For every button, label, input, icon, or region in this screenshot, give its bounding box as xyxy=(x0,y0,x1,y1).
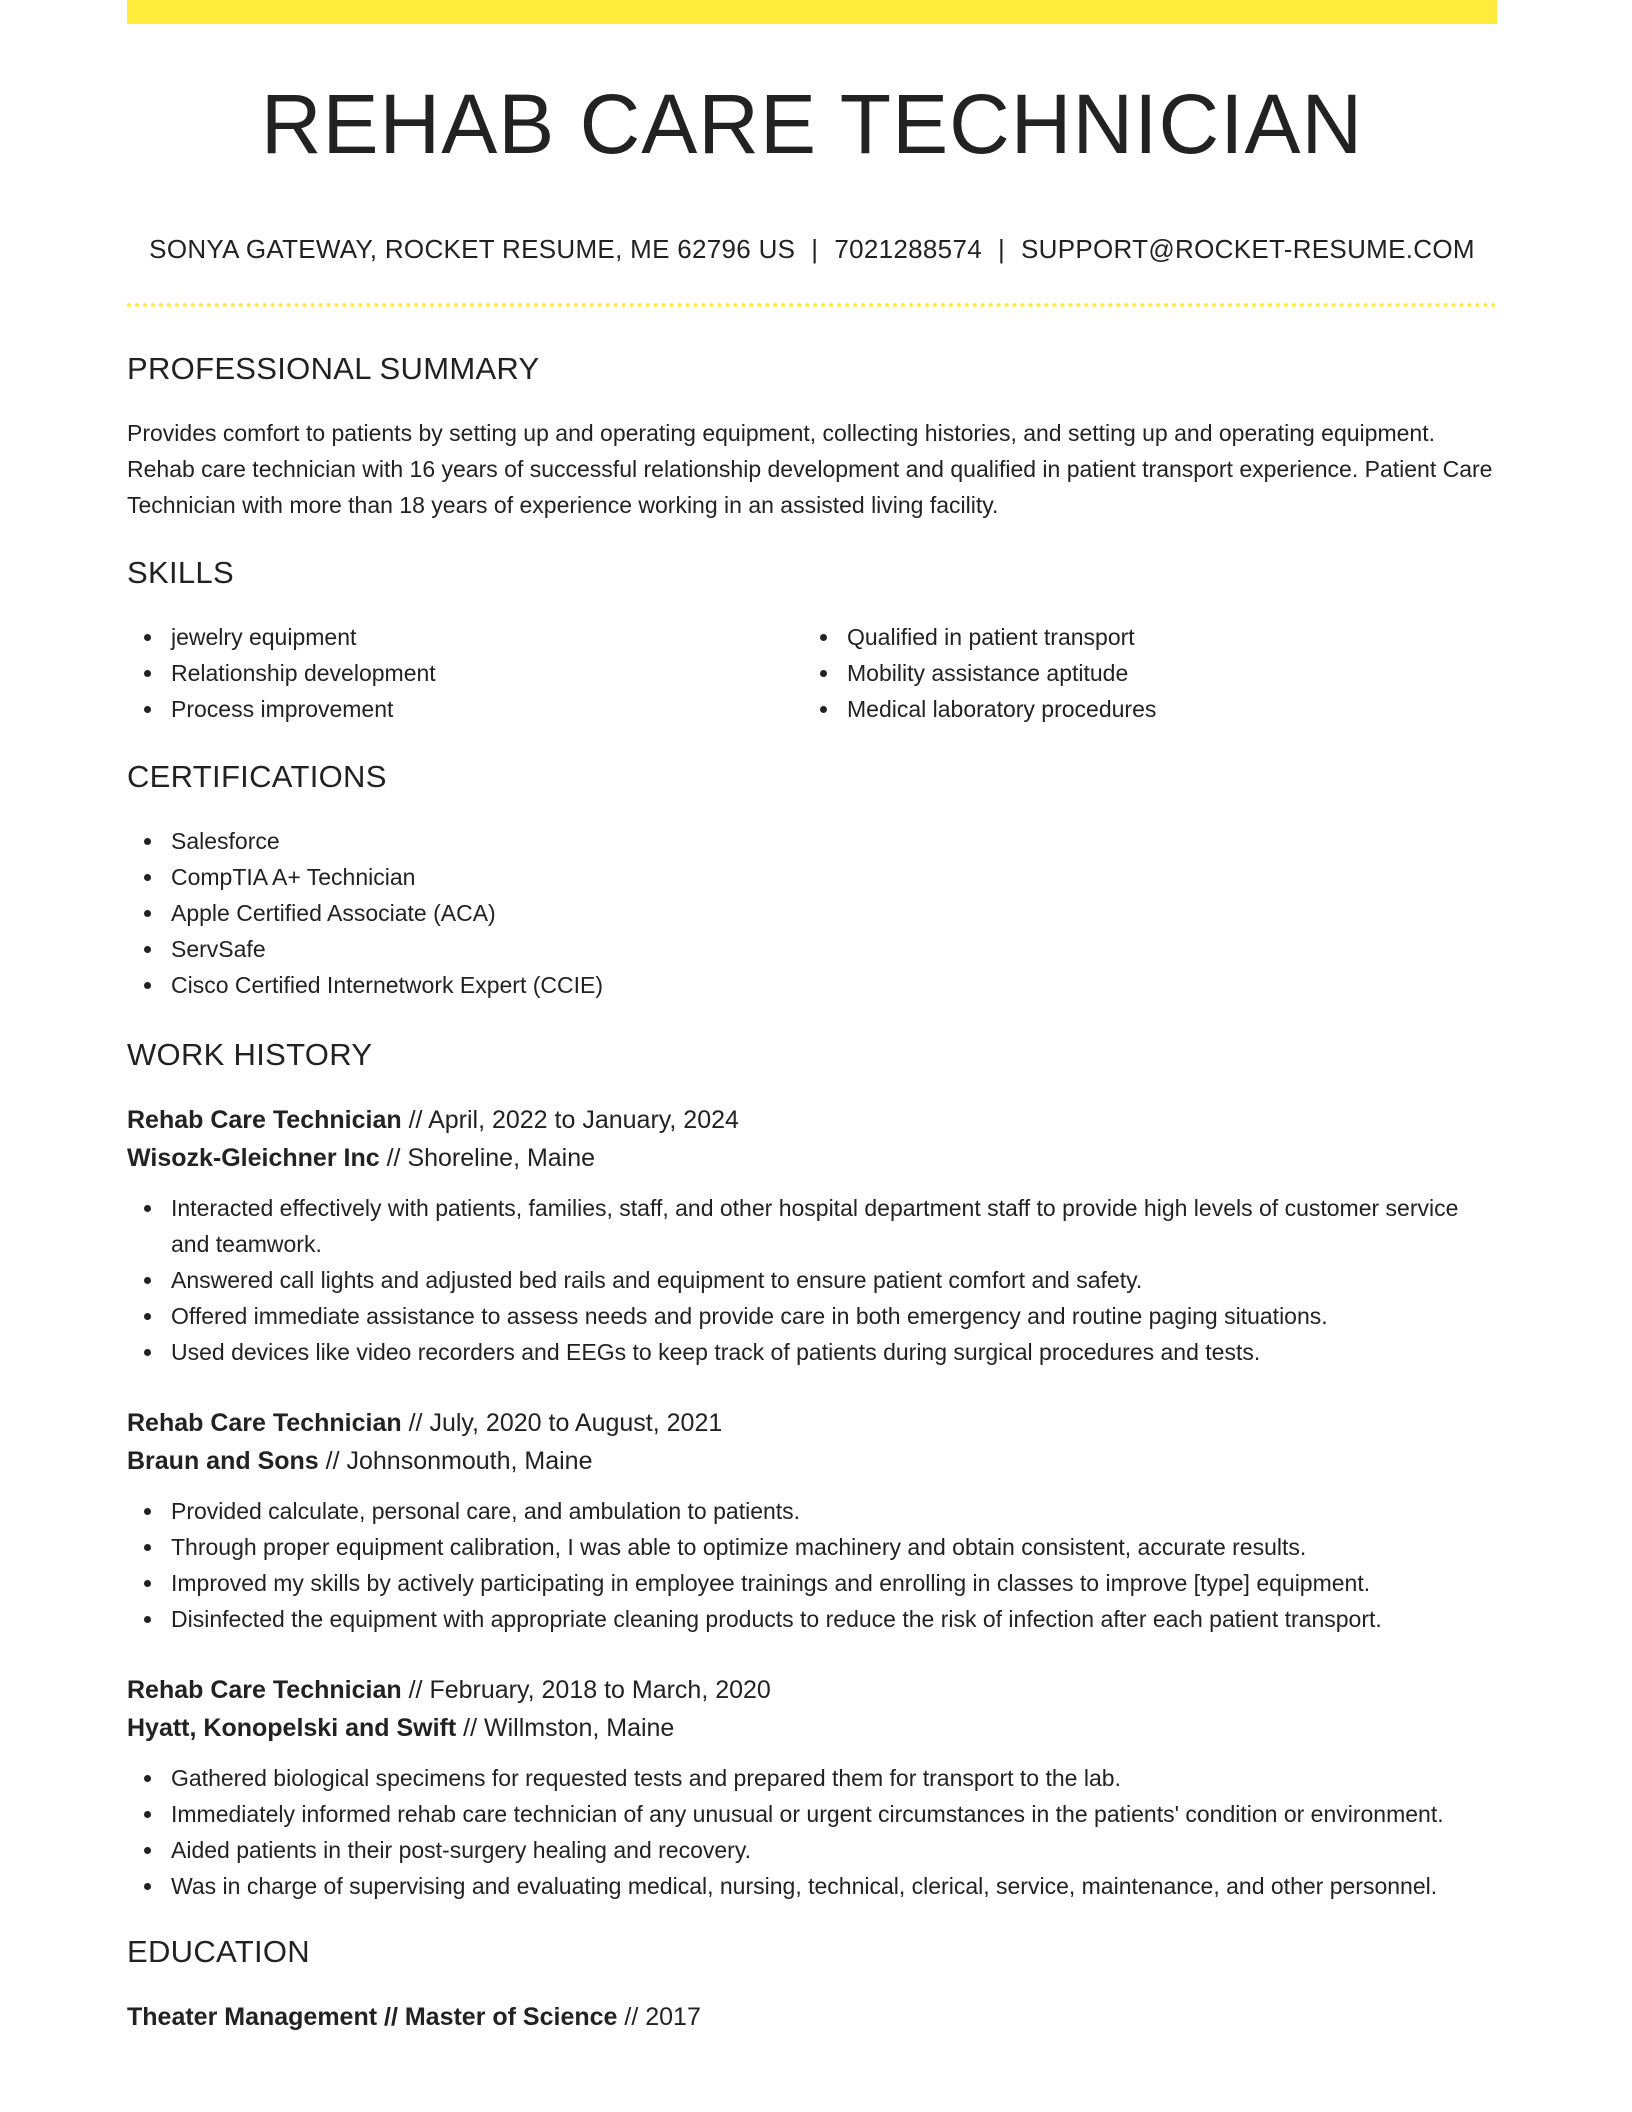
job-divider: // xyxy=(408,1409,423,1437)
job-role: Rehab Care Technician xyxy=(127,1676,402,1704)
job-bullet: Was in charge of supervising and evaluating medical, nursing, technical, clerical, service, maintenance, and other personnel. xyxy=(127,1868,1497,1904)
skill-item: Relationship development xyxy=(127,655,803,691)
certification-item: Salesforce xyxy=(127,823,1497,859)
certifications-heading: CERTIFICATIONS xyxy=(127,759,387,794)
job-role: Rehab Care Technician xyxy=(127,1106,402,1134)
job-bullet: Immediately informed rehab care technician of any unusual or urgent circumstances in the patients' condition or environment. xyxy=(127,1796,1497,1832)
job-divider: // xyxy=(463,1714,478,1742)
contact-separator: | xyxy=(811,234,819,264)
job-dates: July, 2020 to August, 2021 xyxy=(429,1409,723,1437)
certification-item: Cisco Certified Internetwork Expert (CCIE) xyxy=(127,967,1497,1003)
job-bullet: Gathered biological specimens for requested tests and prepared them for transport to the lab. xyxy=(127,1760,1497,1796)
job-bullet: Through proper equipment calibration, I was able to optimize machinery and obtain consistent, accurate results. xyxy=(127,1529,1497,1565)
summary-text: Provides comfort to patients by setting up and operating equipment, collecting histories, and setting up and operating equipment. Rehab care technician with 16 years of successful relationship development and qualified in patient transport experience. Patient Care Technician with more than 18 years of experience working in an assisted living facility. xyxy=(127,420,1493,518)
certifications-list xyxy=(127,823,1497,1003)
job-company: Hyatt, Konopelski and Swift xyxy=(127,1714,457,1742)
education-divider: // xyxy=(624,2003,639,2031)
summary-heading: PROFESSIONAL SUMMARY xyxy=(127,351,540,386)
job-bullet: Improved my skills by actively participating in employee trainings and enrolling in classes to improve [type] equipment. xyxy=(127,1565,1497,1601)
job-entry xyxy=(127,1101,1497,1370)
top-accent-bar xyxy=(127,0,1497,24)
job-entry xyxy=(127,1671,1497,1904)
education-year: 2017 xyxy=(645,2003,701,2031)
job-divider: // xyxy=(386,1144,401,1172)
education-heading: EDUCATION xyxy=(127,1934,310,1969)
dotted-divider xyxy=(127,303,1497,307)
contact-separator: | xyxy=(997,234,1006,264)
job-bullets xyxy=(127,1760,1497,1904)
contact-email: SUPPORT@ROCKET-RESUME.COM xyxy=(1021,234,1475,264)
skill-item: Mobility assistance aptitude xyxy=(803,655,1479,691)
job-location: Shoreline, Maine xyxy=(407,1144,596,1172)
education-degree: Theater Management // Master of Science xyxy=(127,2003,618,2031)
skill-item: jewelry equipment xyxy=(127,619,803,655)
job-bullet: Answered call lights and adjusted bed rails and equipment to ensure patient comfort and safety. xyxy=(127,1262,1497,1298)
certification-item: CompTIA A+ Technician xyxy=(127,859,1497,895)
job-bullet: Aided patients in their post-surgery healing and recovery. xyxy=(127,1832,1497,1868)
job-location: Johnsonmouth, Maine xyxy=(346,1447,593,1475)
contact-address: SONYA GATEWAY, ROCKET RESUME, ME 62796 US xyxy=(149,234,796,264)
job-company-line xyxy=(127,1709,1497,1747)
job-entry xyxy=(127,1404,1497,1637)
certification-item: ServSafe xyxy=(127,931,1497,967)
job-role-line xyxy=(127,1404,1497,1442)
contact-phone: 7021288574 xyxy=(834,234,982,264)
skills-list-left xyxy=(127,619,803,727)
job-bullet: Disinfected the equipment with appropriate cleaning products to reduce the risk of infection after each patient transport. xyxy=(127,1601,1497,1637)
job-role-line xyxy=(127,1101,1497,1139)
job-bullet: Offered immediate assistance to assess needs and provide care in both emergency and routine paging situations. xyxy=(127,1298,1497,1334)
contact-line xyxy=(127,234,1497,265)
job-dates: April, 2022 to January, 2024 xyxy=(428,1106,739,1134)
skills-list-right xyxy=(803,619,1479,727)
job-bullet: Provided calculate, personal care, and ambulation to patients. xyxy=(127,1493,1497,1529)
job-company-line xyxy=(127,1139,1497,1177)
skills-grid xyxy=(127,619,1497,727)
job-company-line xyxy=(127,1442,1497,1480)
job-bullet: Interacted effectively with patients, families, staff, and other hospital department staff to provide high levels of customer service and teamwork. xyxy=(127,1190,1497,1262)
job-divider: // xyxy=(325,1447,340,1475)
job-company: Wisozk-Gleichner Inc xyxy=(127,1144,380,1172)
skill-item: Qualified in patient transport xyxy=(803,619,1479,655)
skill-item: Process improvement xyxy=(127,691,803,727)
job-bullets xyxy=(127,1190,1497,1370)
job-bullet: Used devices like video recorders and EEGs to keep track of patients during surgical procedures and tests. xyxy=(127,1334,1497,1370)
certification-item: Apple Certified Associate (ACA) xyxy=(127,895,1497,931)
education-entry xyxy=(127,1998,1497,2036)
resume-title: REHAB CARE TECHNICIAN xyxy=(260,77,1364,171)
resume-page xyxy=(127,0,1497,2036)
job-role: Rehab Care Technician xyxy=(127,1409,402,1437)
job-role-line xyxy=(127,1671,1497,1709)
skills-heading: SKILLS xyxy=(127,555,234,590)
job-bullets xyxy=(127,1493,1497,1637)
job-company: Braun and Sons xyxy=(127,1447,319,1475)
skill-item: Medical laboratory procedures xyxy=(803,691,1479,727)
job-dates: February, 2018 to March, 2020 xyxy=(429,1676,771,1704)
job-divider: // xyxy=(408,1676,423,1704)
work-history-heading: WORK HISTORY xyxy=(127,1037,373,1072)
job-location: Willmston, Maine xyxy=(484,1714,675,1742)
job-divider: // xyxy=(408,1106,423,1134)
